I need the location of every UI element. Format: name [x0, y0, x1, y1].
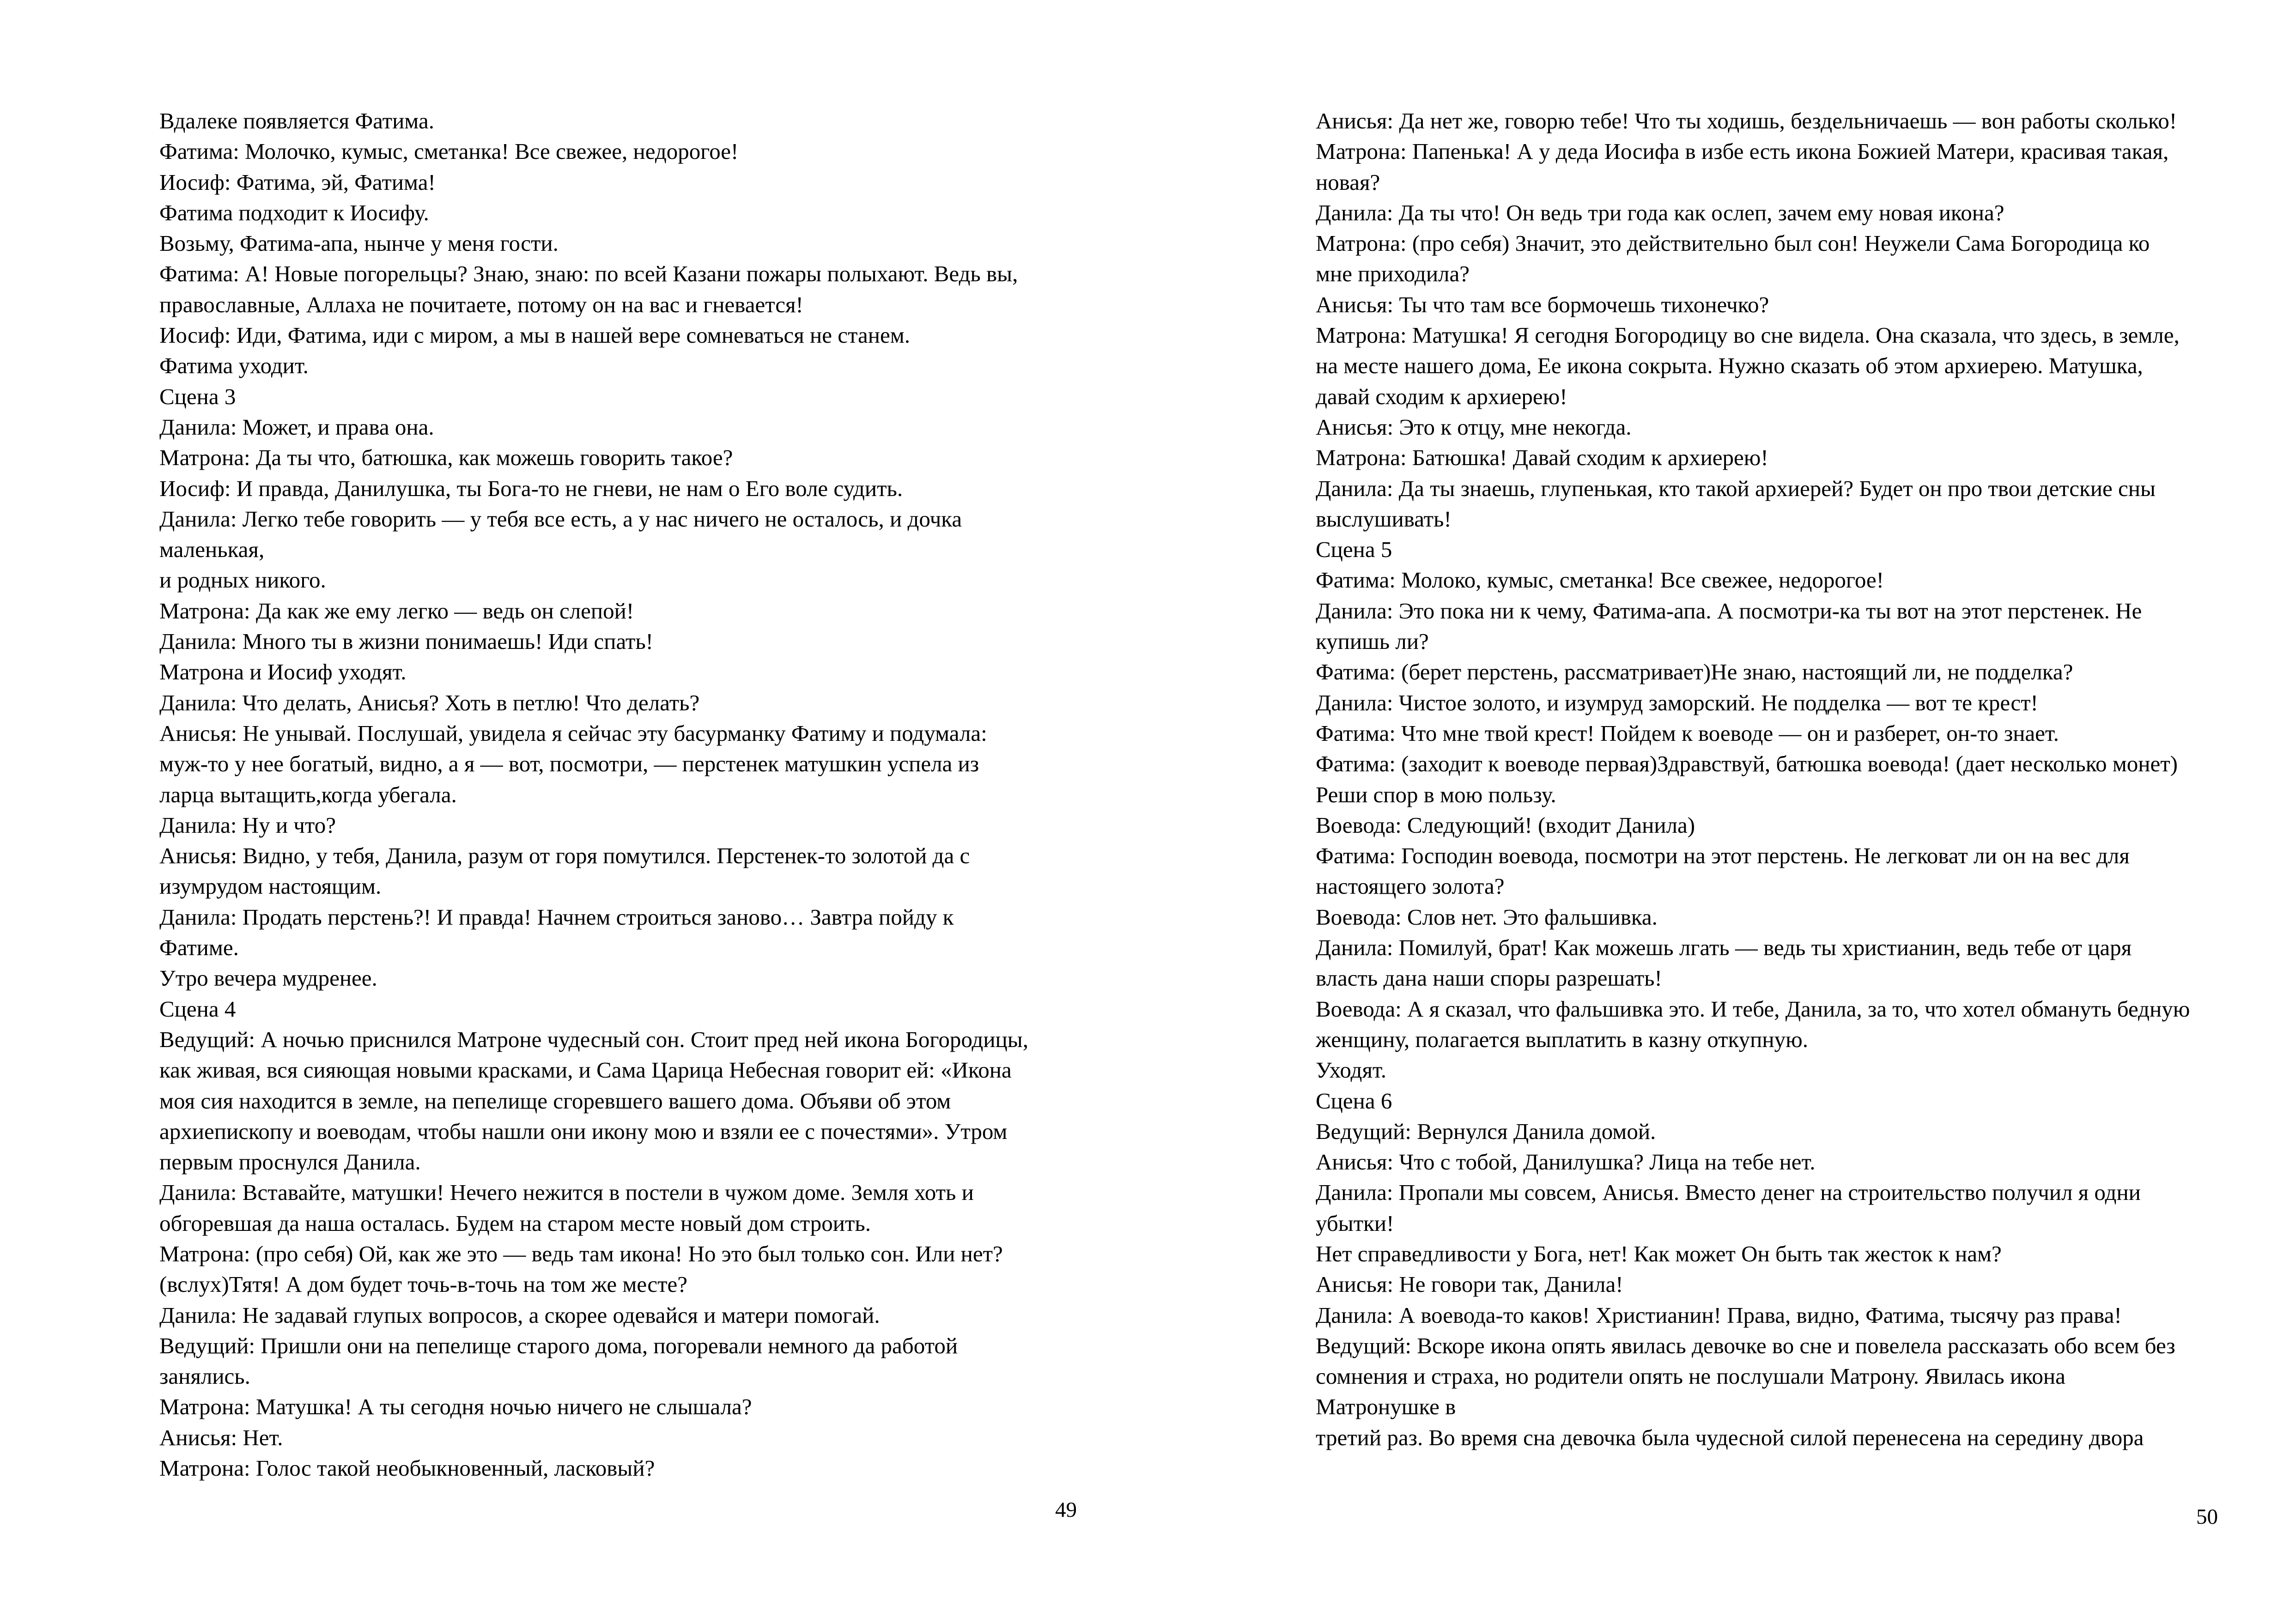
text-line: Ведущий: Вскоре икона опять явилась девочке во сне и повелела рассказать обо всем без	[1316, 1332, 2175, 1358]
text-line: (вслух)Тятя! А дом будет точь-в-точь на том же месте?	[159, 1272, 688, 1297]
page-50-text	[1316, 106, 2218, 1453]
text-line: Фатима: А! Новые погорельцы? Знаю, знаю: по всей Казани пожары полыхают. Ведь вы,	[159, 261, 1018, 287]
page-50	[1148, 0, 2296, 1623]
text-line: архиепископу и воеводам, чтобы нашли они икону мою и взяли ее с почестями». Утром	[159, 1118, 1008, 1144]
text-line: Матрона: Голос такой необыкновенный, ласковый?	[159, 1455, 655, 1481]
text-line: Утро вечера мудренее.	[159, 965, 377, 991]
text-line: Воевода: А я сказал, что фальшивка это. И тебе, Данила, за то, что хотел обмануть бедную	[1316, 996, 2190, 1022]
text-line: Матрона: Матушка! Я сегодня Богородицу во сне видела. Она сказала, что здесь, в земле,	[1316, 322, 2180, 348]
text-line: Фатима: (заходит к воеводе первая)Здравствуй, батюшка воевода! (дает несколько монет)	[1316, 751, 2178, 777]
page-number-50: 50	[2196, 1505, 2218, 1529]
text-line: Сцена 6	[1316, 1088, 1392, 1114]
text-line: власть дана наши споры разрешать!	[1316, 965, 1662, 991]
text-line: Возьму, Фатима-апа, нынче у меня гости.	[159, 230, 559, 256]
text-line: Анисья: Да нет же, говорю тебе! Что ты ходишь, бездельничаешь — вон работы сколько!	[1316, 108, 2177, 133]
text-line: Анисья: Это к отцу, мне некогда.	[1316, 414, 1632, 440]
text-line: Ведущий: Вернулся Данила домой.	[1316, 1118, 1656, 1144]
text-line: Фатиме.	[159, 935, 239, 961]
text-line: Анисья: Не говори так, Данила!	[1316, 1272, 1623, 1297]
text-line: Фатима: Молоко, кумыс, сметанка! Все свежее, недорогое!	[1316, 567, 1884, 593]
text-line: Матрона: Да ты что, батюшка, как можешь говорить такое?	[159, 445, 733, 471]
text-line: Анисья: Что с тобой, Данилушка? Лица на тебе нет.	[1316, 1149, 1816, 1175]
text-line: Данила: А воевода-то каков! Христианин! Права, видно, Фатима, тысячу раз права!	[1316, 1302, 2122, 1328]
text-line: Ведущий: А ночью приснился Матроне чудесный сон. Стоит пред ней икона Богородицы,	[159, 1026, 1028, 1052]
text-line: моя сия находится в земле, на пепелище сгоревшего вашего дома. Объяви об этом	[159, 1088, 951, 1114]
text-line: изумрудом настоящим.	[159, 873, 382, 899]
text-line: Матрона и Иосиф уходят.	[159, 659, 407, 685]
text-line: Матронушке в	[1316, 1394, 1456, 1420]
text-line: Данила: Много ты в жизни понимаешь! Иди спать!	[159, 629, 654, 654]
text-line: Матрона: Матушка! А ты сегодня ночью ничего не слышала?	[159, 1394, 752, 1420]
page-number-49: 49	[1055, 1498, 1077, 1522]
text-line: Уходят.	[1316, 1057, 1386, 1083]
text-line: муж-то у нее богатый, видно, а я — вот, посмотри, — перстенек матушкин успела из	[159, 751, 979, 777]
text-line: православные, Аллаха не почитаете, потому он на вас и гневается!	[159, 291, 803, 317]
text-line: Данила: Помилуй, брат! Как можешь лгать — ведь ты христианин, ведь тебе от царя	[1316, 935, 2132, 961]
text-line: Данила: Продать перстень?! И правда! Начнем строиться заново… Завтра пойду к	[159, 904, 954, 930]
text-line: Сцена 5	[1316, 537, 1392, 563]
text-line: Фатима: (берет перстень, рассматривает)Не знаю, настоящий ли, не подделка?	[1316, 659, 2073, 685]
text-line: настоящего золота?	[1316, 873, 1505, 899]
text-line: Вдалеке появляется Фатима.	[159, 108, 434, 133]
text-line: Данила: Не задавай глупых вопросов, а скорее одевайся и матери помогай.	[159, 1302, 880, 1328]
text-line: Фатима уходит.	[159, 353, 309, 379]
text-line: Нет справедливости у Бога, нет! Как может Он быть так жесток к нам?	[1316, 1241, 2002, 1266]
text-line: Воевода: Слов нет. Это фальшивка.	[1316, 904, 1658, 930]
text-line: Матрона: Папенька! А у деда Иосифа в избе есть икона Божией Матери, красивая такая,	[1316, 139, 2169, 164]
text-line: Данила: Да ты что! Он ведь три года как ослеп, зачем ему новая икона?	[1316, 200, 2004, 225]
text-line: Матрона: Да как же ему легко — ведь он слепой!	[159, 598, 634, 624]
text-line: маленькая,	[159, 537, 265, 563]
text-line: мне приходила?	[1316, 261, 1470, 287]
text-line: новая?	[1316, 169, 1380, 195]
text-line: Данила: Это пока ни к чему, Фатима-апа. А посмотри-ка ты вот на этот перстенек. Не	[1316, 598, 2142, 624]
text-line: Матрона: (про себя) Ой, как же это — ведь там икона! Но это был только сон. Или нет?	[159, 1241, 1003, 1266]
text-line: занялись.	[159, 1363, 250, 1389]
text-line: первым проснулся Данила.	[159, 1149, 421, 1175]
text-line: сомнения и страха, но родители опять не послушали Матрону. Явилась икона	[1316, 1363, 2065, 1389]
text-line: ларца вытащить,когда убегала.	[159, 781, 457, 807]
text-line: третий раз. Во время сна девочка была чудесной силой перенесена на середину двора	[1316, 1424, 2144, 1450]
text-line: Данила: Пропали мы совсем, Анисья. Вместо денег на строительство получил я одни	[1316, 1180, 2141, 1205]
page-49-text	[159, 106, 1077, 1484]
text-line: Ведущий: Пришли они на пепелище старого дома, погоревали немного да работой	[159, 1332, 958, 1358]
text-line: Матрона: (про себя) Значит, это действительно был сон! Неужели Сама Богородица ко	[1316, 230, 2150, 256]
text-line: Фатима: Что мне твой крест! Пойдем к воеводе — он и разберет, он-то знает.	[1316, 720, 2059, 746]
text-line: и родных никого.	[159, 567, 326, 593]
text-line: Данила: Что делать, Анисья? Хоть в петлю! Что делать?	[159, 690, 700, 715]
text-line: Сцена 3	[159, 383, 236, 409]
text-line: Данила: Ну и что?	[159, 812, 336, 838]
text-line: Данила: Легко тебе говорить — у тебя все есть, а у нас ничего не осталось, и дочка	[159, 506, 962, 532]
text-line: Фатима: Молочко, кумыс, сметанка! Все свежее, недорогое!	[159, 139, 739, 164]
text-line: Анисья: Не унывай. Послушай, увидела я сейчас эту басурманку Фатиму и подумала:	[159, 720, 987, 746]
text-line: женщину, полагается выплатить в казну откупную.	[1316, 1026, 1808, 1052]
text-line: Данила: Может, и права она.	[159, 414, 434, 440]
text-line: Иосиф: И правда, Данилушка, ты Бога-то не гневи, не нам о Его воле судить.	[159, 475, 903, 501]
text-line: Сцена 4	[159, 996, 236, 1022]
text-line: Данила: Да ты знаешь, глупенькая, кто такой архиерей? Будет он про твои детские сны	[1316, 475, 2156, 501]
text-line: Анисья: Нет.	[159, 1424, 283, 1450]
text-line: давай сходим к архиерею!	[1316, 383, 1567, 409]
text-line: Данила: Чистое золото, и изумруд заморский. Не подделка — вот те крест!	[1316, 690, 2038, 715]
text-line: Анисья: Ты что там все бормочешь тихонечко?	[1316, 291, 1769, 317]
text-line: Данила: Вставайте, матушки! Нечего нежится в постели в чужом доме. Земля хоть и	[159, 1180, 974, 1205]
text-line: Анисья: Видно, у тебя, Данила, разум от горя помутился. Перстенек-то золотой да с	[159, 843, 970, 869]
text-line: Матрона: Батюшка! Давай сходим к архиерею!	[1316, 445, 1768, 471]
text-line: Реши спор в мою пользу.	[1316, 781, 1556, 807]
text-line: купишь ли?	[1316, 629, 1429, 654]
text-line: Фатима подходит к Иосифу.	[159, 200, 429, 225]
text-line: на месте нашего дома, Ее икона сокрыта. Нужно сказать об этом архиерею. Матушка,	[1316, 353, 2143, 379]
text-line: Иосиф: Иди, Фатима, иди с миром, а мы в нашей вере сомневаться не станем.	[159, 322, 911, 348]
text-line: убытки!	[1316, 1210, 1394, 1236]
text-line: обгоревшая да наша осталась. Будем на старом месте новый дом строить.	[159, 1210, 871, 1236]
text-line: Фатима: Господин воевода, посмотри на этот перстень. Не легковат ли он на вес для	[1316, 843, 2130, 869]
text-line: выслушивать!	[1316, 506, 1452, 532]
text-line: Иосиф: Фатима, эй, Фатима!	[159, 169, 436, 195]
text-line: Воевода: Следующий! (входит Данила)	[1316, 812, 1695, 838]
text-line: как живая, вся сияющая новыми красками, и Сама Царица Небесная говорит ей: «Икона	[159, 1057, 1012, 1083]
